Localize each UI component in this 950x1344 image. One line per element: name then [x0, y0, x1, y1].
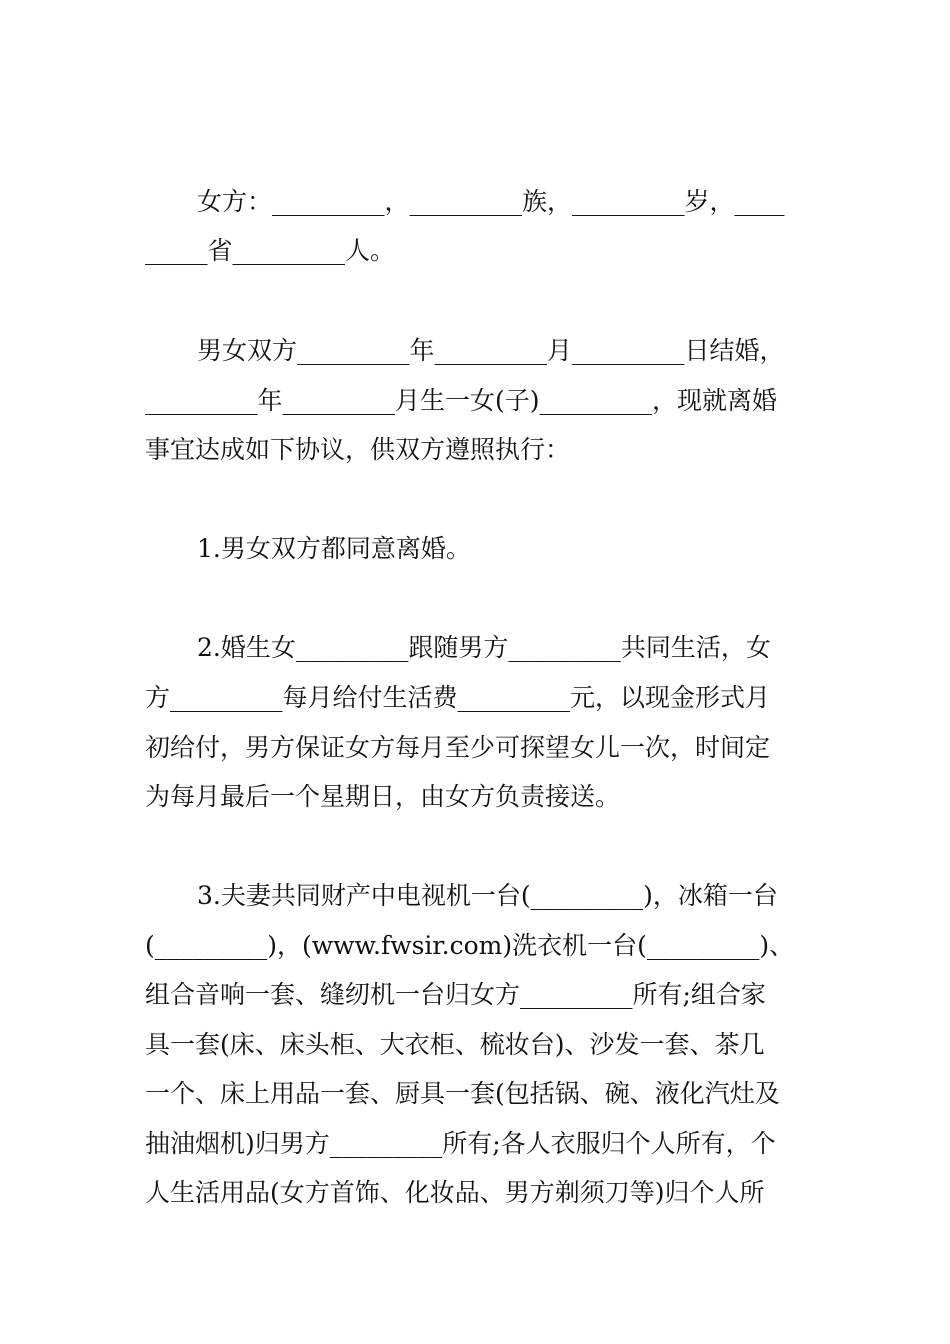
- text-line: (_________)，(www.fwsir.com)洗衣机一台(_________)、: [145, 931, 795, 960]
- text-line: 2.婚生女_________跟随男方_________共同生活，女: [197, 633, 771, 662]
- text-line: 方_________每月给付生活费_________元，以现金形式月: [145, 683, 771, 712]
- text-line: 1.男女双方都同意离婚。: [197, 534, 471, 563]
- text-line: _________年_________月生一女(子)_________，现就离婚: [145, 386, 778, 415]
- text-line: 男女双方_________年_________月_________日结婚，: [197, 336, 785, 365]
- text-line: 事宜达成如下协议，供双方遵照执行：: [145, 435, 571, 464]
- text-line: 初给付，男方保证女方每月至少可探望女儿一次，时间定: [145, 733, 771, 762]
- text-line: 3.夫妻共同财产中电视机一台(_________)，冰箱一台: [197, 881, 778, 910]
- text-line: _____省_________人。: [145, 236, 396, 265]
- text-line: 一个、床上用品一套、厨具一套(包括锅、碗、液化汽灶及: [145, 1079, 780, 1108]
- text-line: 为每月最后一个星期日，由女方负责接送。: [145, 782, 621, 811]
- text-line: 人生活用品(女方首饰、化妆品、男方剃须刀等)归个人所: [145, 1178, 765, 1207]
- text-line: 具一套(床、床头柜、大衣柜、梳妆台)、沙发一套、茶几: [145, 1030, 765, 1059]
- text-line: 抽油烟机)归男方_________所有;各人衣服归个人所有，个: [145, 1129, 776, 1158]
- text-line: 组合音响一套、缝纫机一台归女方_________所有;组合家: [145, 980, 766, 1009]
- text-line: 女方：_________，_________族，_________岁，____: [197, 187, 785, 216]
